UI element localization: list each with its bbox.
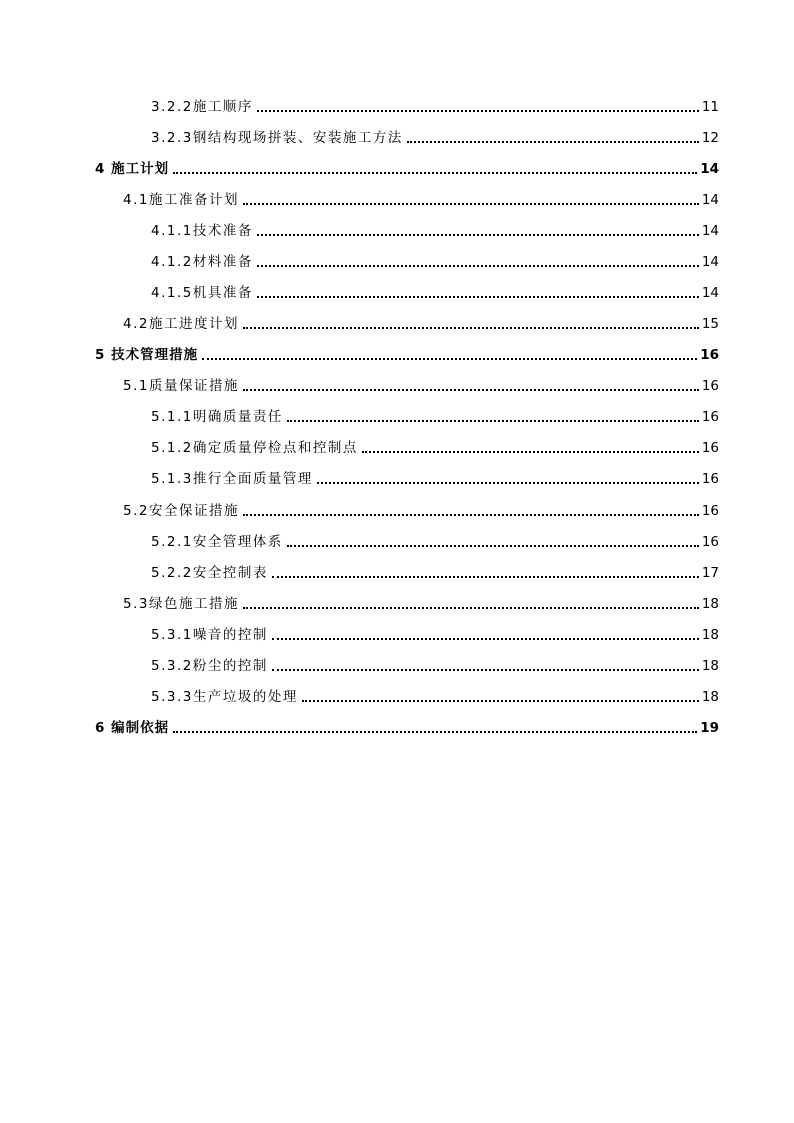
toc-entry-label: 4.1.5机具准备 <box>151 285 253 301</box>
toc-entry[interactable] <box>151 282 719 302</box>
dot-leader <box>243 514 699 516</box>
toc-entry-label: 5.1质量保证措施 <box>123 378 239 394</box>
toc-page-number: 18 <box>701 627 719 643</box>
dot-leader <box>362 451 699 453</box>
toc-entry-label: 3.2.2施工顺序 <box>151 99 253 115</box>
toc-page-number: 18 <box>701 596 719 612</box>
toc-entry-label: 5.2安全保证措施 <box>123 503 239 519</box>
dot-leader <box>317 482 699 484</box>
dot-leader <box>243 327 699 329</box>
dot-leader <box>272 638 699 640</box>
toc-entry-label: 5.2.2安全控制表 <box>151 565 268 581</box>
toc-chapter-entry[interactable] <box>95 344 719 364</box>
toc-entry-label: 4 施工计划 <box>95 161 170 177</box>
toc-entry[interactable] <box>123 500 719 520</box>
toc-entry[interactable] <box>151 624 719 644</box>
dot-leader <box>202 358 697 360</box>
toc-chapter-entry[interactable] <box>95 717 719 737</box>
toc-entry[interactable] <box>151 406 719 426</box>
toc-page-number: 16 <box>701 378 719 394</box>
toc-entry[interactable] <box>123 189 719 209</box>
toc-entry[interactable] <box>151 127 719 147</box>
toc-entry[interactable] <box>151 531 719 551</box>
toc-page-number: 16 <box>701 409 719 425</box>
toc-page-number: 14 <box>701 254 719 270</box>
toc-page-number: 14 <box>701 192 719 208</box>
dot-leader <box>272 576 699 578</box>
dot-leader <box>287 420 699 422</box>
toc-entry-label: 3.2.3钢结构现场拼装、安装施工方法 <box>151 130 403 146</box>
toc-entry-label: 4.1.2材料准备 <box>151 254 253 270</box>
toc-entry-label: 4.2施工进度计划 <box>123 316 239 332</box>
toc-entry-label: 5 技术管理措施 <box>95 347 199 363</box>
toc-page-number: 19 <box>700 720 719 736</box>
toc-page-number: 17 <box>701 565 719 581</box>
toc-entry-label: 4.1.1技术准备 <box>151 223 253 239</box>
toc-page-number: 16 <box>701 534 719 550</box>
toc-entry-label: 6 编制依据 <box>95 720 170 736</box>
toc-entry-label: 5.1.1明确质量责任 <box>151 409 283 425</box>
toc-page-number: 15 <box>701 316 719 332</box>
dot-leader <box>257 234 699 236</box>
toc-page-number: 14 <box>700 161 719 177</box>
toc-page-number: 16 <box>700 347 719 363</box>
dot-leader <box>272 669 699 671</box>
toc-entry[interactable] <box>151 96 719 116</box>
toc-page-number: 18 <box>701 658 719 674</box>
dot-leader <box>173 172 697 174</box>
toc-page-number: 16 <box>701 503 719 519</box>
toc-page-number: 12 <box>701 130 719 146</box>
toc-entry-label: 5.2.1安全管理体系 <box>151 534 283 550</box>
dot-leader <box>407 141 699 143</box>
toc-entry-label: 5.1.3推行全面质量管理 <box>151 471 313 487</box>
toc-entry-label: 5.3.1噪音的控制 <box>151 627 268 643</box>
toc-entry[interactable] <box>151 251 719 271</box>
toc-entry[interactable] <box>151 437 719 457</box>
toc-entry-label: 5.3.3生产垃圾的处理 <box>151 689 298 705</box>
toc-page-number: 11 <box>701 99 719 115</box>
dot-leader <box>257 265 699 267</box>
dot-leader <box>287 545 699 547</box>
toc-entry-label: 4.1施工准备计划 <box>123 192 239 208</box>
toc-entry[interactable] <box>123 313 719 333</box>
toc-page-number: 14 <box>701 223 719 239</box>
toc-entry[interactable] <box>151 655 719 675</box>
dot-leader <box>243 389 699 391</box>
dot-leader <box>243 203 699 205</box>
toc-page-number: 16 <box>701 471 719 487</box>
toc-entry-label: 5.1.2确定质量停检点和控制点 <box>151 440 358 456</box>
toc-entry[interactable] <box>151 686 719 706</box>
toc-page-number: 18 <box>701 689 719 705</box>
dot-leader <box>257 296 699 298</box>
dot-leader <box>173 731 697 733</box>
toc-entry-label: 5.3绿色施工措施 <box>123 596 239 612</box>
toc-page-number: 16 <box>701 440 719 456</box>
dot-leader <box>243 607 699 609</box>
toc-entry[interactable] <box>151 220 719 240</box>
toc-entry[interactable] <box>123 593 719 613</box>
toc-entry[interactable] <box>151 468 719 488</box>
toc-entry[interactable] <box>123 375 719 395</box>
toc-entry[interactable] <box>151 562 719 582</box>
dot-leader <box>257 110 699 112</box>
toc-page-number: 14 <box>701 285 719 301</box>
toc-entry-label: 5.3.2粉尘的控制 <box>151 658 268 674</box>
dot-leader <box>302 700 699 702</box>
toc-chapter-entry[interactable] <box>95 158 719 178</box>
